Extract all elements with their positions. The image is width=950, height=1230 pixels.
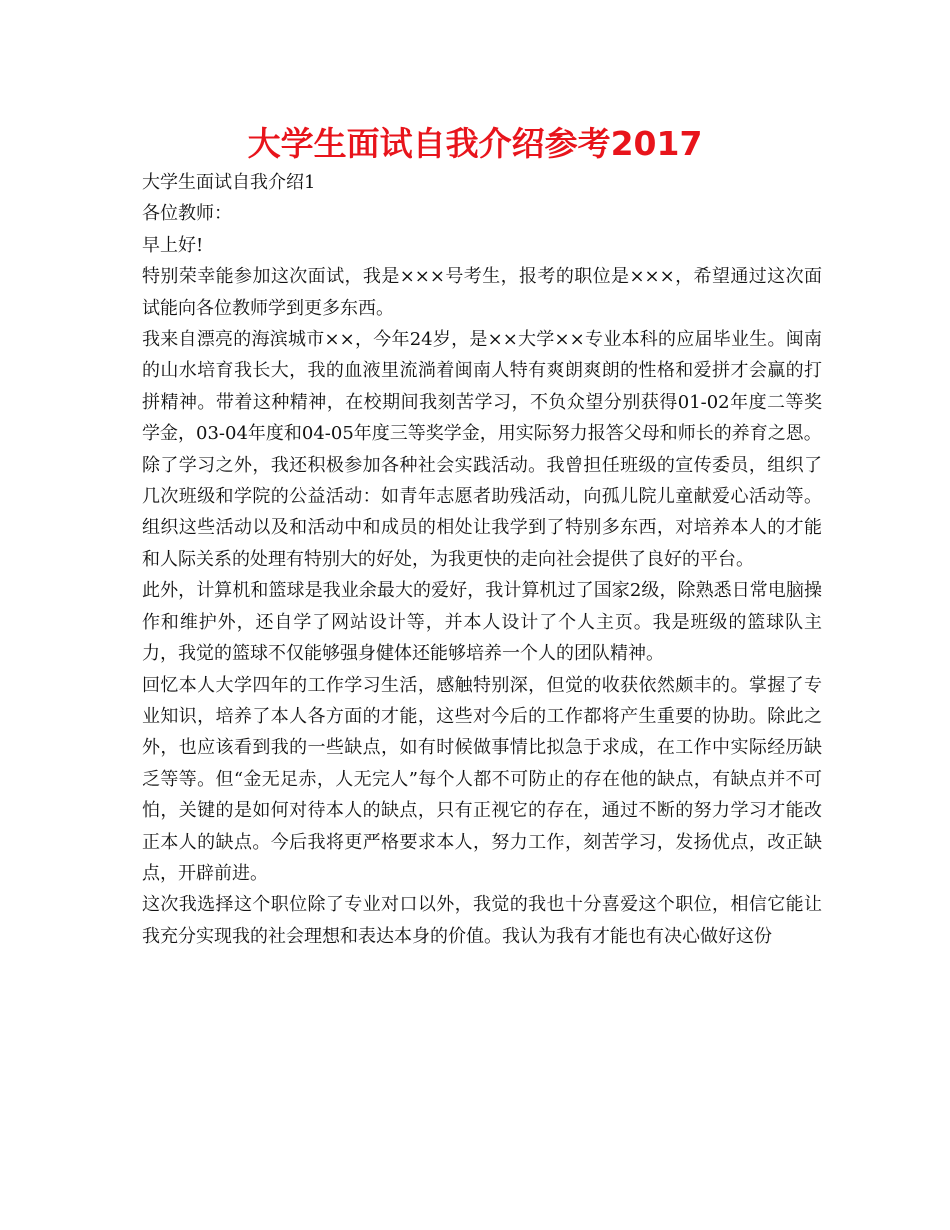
document-title: 大学生面试自我介绍参考2017 <box>247 124 703 163</box>
paragraph-position: 这次我选择这个职位除了专业对口以外，我觉的我也十分喜爱这个职位，相信它能让我充分实现我的社会理想和表达本身的价值。我认为我有才能也有决心做好这份 <box>142 894 822 947</box>
paragraph-activities: 除了学习之外，我还积极参加各种社会实践活动。我曾担任班级的宣传委员，组织了几次班级和学院的公益活动：如青年志愿者助残活动，向孤儿院儿童献爱心活动等。组织这些活动以及和活动中和成员的相处让我学到了特别多东西，对培养本人的才能和人际关系的处理有特别大的好处，为我更快的走向社会提供了良好的平台。 <box>142 454 822 570</box>
paragraph-reflection: 回忆本人大学四年的工作学习生活，感触特别深，但觉的收获依然颇丰的。掌握了专业知识，培养了本人各方面的才能，这些对今后的工作都将产生重要的协助。除此之外，也应该看到我的一些缺点，如有时候做事情比拟急于求成，在工作中实际经历缺乏等等。但“金无足赤，人无完人”每个人都不可防止的存在他的缺点，有缺点并不可怕，关键的是如何对待本人的缺点，只有正视它的存在，通过不断的努力学习才能改正本人的缺点。今后我将更严格要求本人，努力工作，刻苦学习，发扬优点，改正缺点，开辟前进。 <box>142 674 822 884</box>
paragraph-intro: 特别荣幸能参加这次面试，我是×××号考生，报考的职位是×××，希望通过这次面试能向各位教师学到更多东西。 <box>142 266 822 319</box>
paragraph-salutation: 各位教师： <box>142 203 232 225</box>
paragraph-background: 我来自漂亮的海滨城市××，今年24岁，是××大学××专业本科的应届毕业生。闽南的山水培育我长大，我的血液里流淌着闽南人特有爽朗爽朗的性格和爱拼才会赢的打拼精神。带着这种精神，在校期间我刻苦学习，不负众望分别获得01-02年度二等奖学金，03-04年度和04-05年度三等奖学金，用实际努力报答父母和师长的养育之恩。 <box>142 329 822 445</box>
paragraph-heading: 大学生面试自我介绍1 <box>142 172 316 193</box>
document-body <box>142 167 822 952</box>
paragraph-hobbies: 此外，计算机和篮球是我业余最大的爱好，我计算机过了国家2级，除熟悉日常电脑操作和维护外，还自学了网站设计等，并本人设计了个人主页。我是班级的篮球队主力，我觉的篮球不仅能够强身健体还能够培养一个人的团队精神。 <box>142 580 822 665</box>
paragraph-greeting: 早上好! <box>142 234 204 256</box>
